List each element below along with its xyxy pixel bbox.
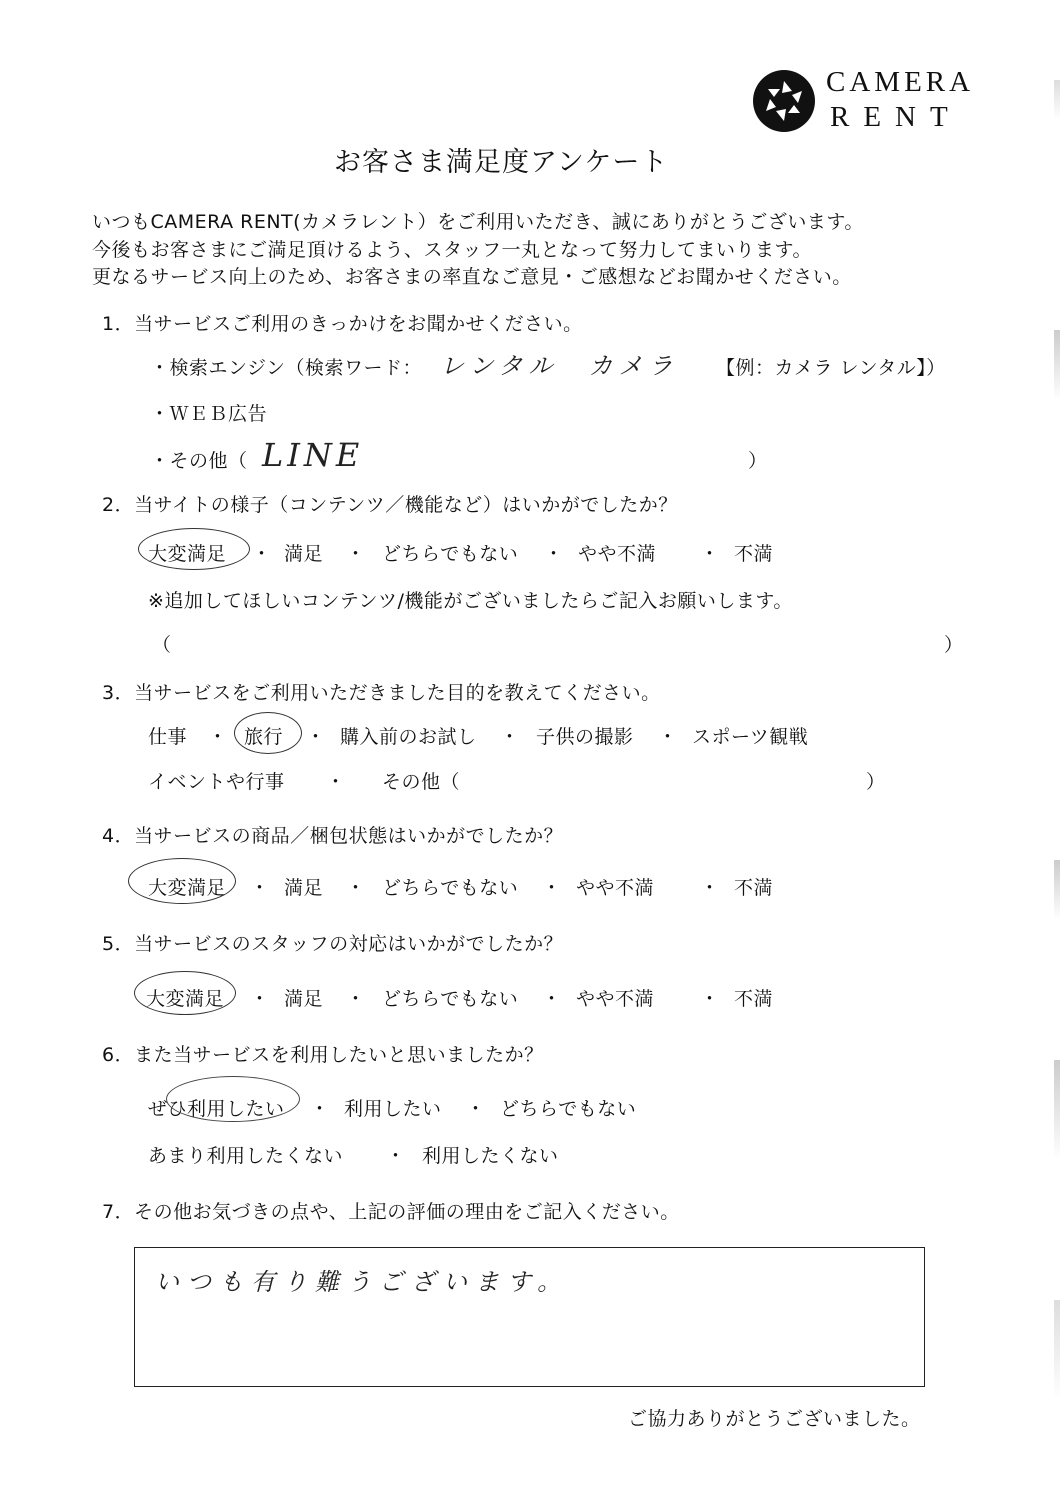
q6-separator: ・: [310, 1098, 330, 1120]
q5-selection-circle: [134, 971, 236, 1015]
logo-text-camera: CAMERA: [826, 66, 975, 98]
intro-line-1: いつもCAMERA RENT(カメラレント）をご利用いただき、誠にありがとうございます。: [92, 211, 864, 233]
q2-paren-open: （: [152, 634, 172, 656]
q5-separator: ・: [346, 988, 366, 1010]
q2-option-very-satisfied[interactable]: 大変満足: [148, 543, 227, 565]
q7-comment-handwriting: いつも有り難うございます。: [155, 1268, 570, 1296]
q6-option-no[interactable]: 利用したくない: [422, 1145, 559, 1167]
q5-option-neutral[interactable]: どちらでもない: [382, 988, 519, 1010]
q4-option-neutral[interactable]: どちらでもない: [382, 877, 519, 899]
q7-comment-box[interactable]: [134, 1247, 925, 1387]
q6-label: 6．また当サービスを利用したいと思いましたか？: [102, 1044, 544, 1066]
q1-other-handwriting: LINE: [262, 436, 364, 474]
q5-option-slightly-dissatisfied[interactable]: やや不満: [576, 988, 655, 1010]
q4-separator: ・: [700, 877, 720, 899]
closing-text: ご協力ありがとうございました。: [628, 1408, 921, 1430]
q2-option-dissatisfied[interactable]: 不満: [734, 543, 774, 565]
q1-search-option: ・検索エンジン（検索ワード：: [150, 357, 423, 379]
intro-line-2: 今後もお客さまにご満足頂けるよう、スタッフ一丸となって努力してまいります。: [92, 239, 812, 261]
q1-other-option: ・その他（: [150, 450, 248, 472]
q3-separator: ・: [306, 726, 326, 748]
q5-option-very-satisfied[interactable]: 大変満足: [146, 988, 225, 1010]
q3-option-travel[interactable]: 旅行: [244, 726, 284, 748]
q3-option-events[interactable]: イベントや行事: [148, 771, 285, 793]
q3-option-trial[interactable]: 購入前のお試し: [340, 726, 477, 748]
q4-separator: ・: [542, 877, 562, 899]
q6-option-yes[interactable]: 利用したい: [344, 1098, 442, 1120]
page-title: お客さま満足度アンケート: [334, 147, 669, 178]
q2-option-satisfied[interactable]: 満足: [284, 543, 324, 565]
q4-option-slightly-dissatisfied[interactable]: やや不満: [576, 877, 655, 899]
q5-option-dissatisfied[interactable]: 不満: [734, 988, 774, 1010]
q4-option-satisfied[interactable]: 満足: [284, 877, 324, 899]
q3-option-work[interactable]: 仕事: [148, 726, 188, 748]
q2-selection-circle: [138, 528, 250, 570]
q2-separator: ・: [252, 543, 272, 565]
q3-option-other[interactable]: その他（: [382, 771, 461, 793]
q6-separator: ・: [466, 1098, 486, 1120]
q2-option-slightly-dissatisfied[interactable]: やや不満: [578, 543, 657, 565]
q1-other-close: ）: [748, 450, 768, 472]
q6-option-neutral[interactable]: どちらでもない: [500, 1098, 637, 1120]
q6-selection-circle: [166, 1076, 300, 1122]
q5-separator: ・: [542, 988, 562, 1010]
q4-label: 4．当サービスの商品／梱包状態はいかがでしたか？: [102, 825, 564, 847]
q6-option-not-really[interactable]: あまり利用したくない: [148, 1145, 344, 1167]
q1-label: 1．当サービスご利用のきっかけをお聞かせください。: [102, 313, 583, 335]
q2-label: 2．当サイトの様子（コンテンツ／機能など）はいかがでしたか？: [102, 494, 678, 516]
q2-separator: ・: [700, 543, 720, 565]
q4-selection-circle: [128, 858, 236, 904]
q1-search-example: 【例：カメラ レンタル】）: [716, 357, 946, 379]
q6-option-definitely[interactable]: ぜひ利用したい: [148, 1098, 285, 1120]
q5-option-satisfied[interactable]: 満足: [284, 988, 324, 1010]
q5-separator: ・: [700, 988, 720, 1010]
q2-note: ※追加してほしいコンテンツ/機能がございましたらご記入お願いします。: [148, 590, 793, 612]
intro-line-3: 更なるサービス向上のため、お客さまの率直なご意見・ご感想などお聞かせください。: [92, 266, 852, 288]
q2-paren-close: ）: [944, 634, 964, 656]
q3-separator: ・: [500, 726, 520, 748]
q1-web-ad-option: ・ＷＥＢ広告: [150, 403, 268, 425]
camera-shutter-icon: [752, 69, 816, 133]
q7-label: 7．その他お気づきの点や、上記の評価の理由をご記入ください。: [102, 1201, 680, 1223]
q6-separator: ・: [386, 1145, 406, 1167]
q3-option-children[interactable]: 子供の撮影: [536, 726, 634, 748]
q2-separator: ・: [346, 543, 366, 565]
q3-selection-circle: [234, 712, 302, 754]
q3-separator: ・: [208, 726, 228, 748]
q4-separator: ・: [250, 877, 270, 899]
q4-option-dissatisfied[interactable]: 不満: [734, 877, 774, 899]
q4-separator: ・: [346, 877, 366, 899]
q3-separator: ・: [326, 771, 346, 793]
q5-label: 5．当サービスのスタッフの対応はいかがでしたか？: [102, 933, 564, 955]
q5-separator: ・: [250, 988, 270, 1010]
q2-separator: ・: [544, 543, 564, 565]
q3-option-sports[interactable]: スポーツ観戦: [692, 726, 809, 748]
q3-label: 3．当サービスをご利用いただきました目的を教えてください。: [102, 682, 661, 704]
q1-search-handwriting: レンタル カメラ: [440, 352, 679, 380]
q3-separator: ・: [658, 726, 678, 748]
logo-text-rent: RENT: [830, 101, 962, 133]
q3-other-close: ）: [866, 771, 886, 793]
q2-option-neutral[interactable]: どちらでもない: [382, 543, 519, 565]
q4-option-very-satisfied[interactable]: 大変満足: [148, 877, 227, 899]
scan-edge: [1054, 0, 1060, 1496]
